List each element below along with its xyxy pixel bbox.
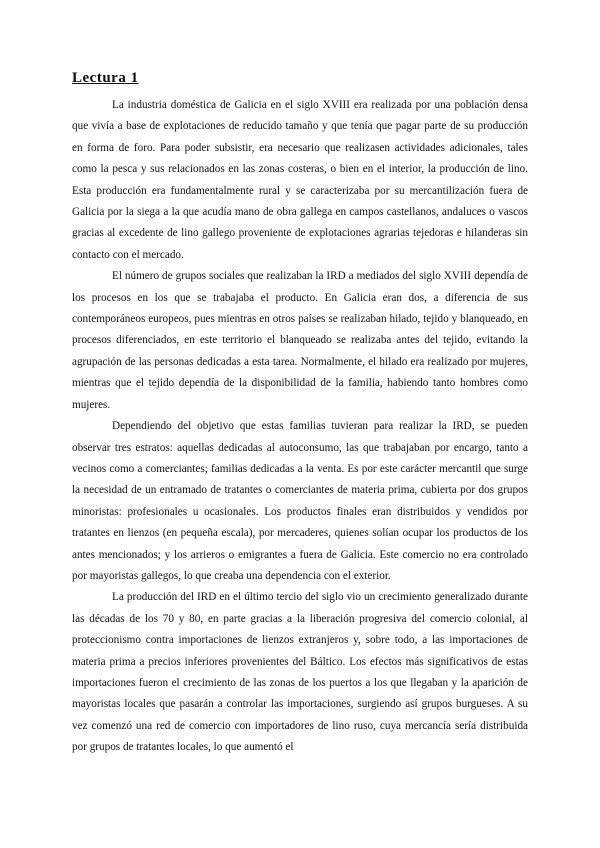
paragraph-3: Dependiendo del objetivo que estas familias tuvieran para realizar la IRD, se pueden observar tres estratos: aquellas dedicadas al autoconsumo, las que trabajaban por encargo, tanto a vecinos como a comerciantes; familias dedicadas a la venta. Es por este carácter mercantil que surge la necesidad de un entramado de tratantes o comerciantes de materia prima, cubierta por dos grupos minoristas: profesionales u ocasionales. Los productos finales eran distribuidos y vendidos por tratantes en lienzos (en pequeña escala), por mercaderes, quienes solían ocupar los productos de los antes mencionados; y los arrieros o emigrantes a fuera de Galicia. Este comercio no era controlado por mayoristas gallegos, lo que creaba una dependencia con el exterior. — [72, 420, 528, 582]
paragraph-2: El número de grupos sociales que realizaban la IRD a mediados del siglo XVIII dependía de los procesos en los que se trabajaba el producto. En Galicia eran dos, a diferencia de sus contemporáneos europeos, pues mientras en otros países se realizaban hilado, tejido y blanqueado, en procesos diferenciados, en este territorio el blanqueado se realizaba antes del tejido, evitando la agrupación de las personas dedicadas a esta tarea. Normalmente, el hilado era realizado por mujeres, mientras que el tejido dependía de la disponibilidad de la familia, habiendo tanto hombres como mujeres. — [72, 270, 528, 411]
document-body — [72, 95, 528, 759]
document-title: Lectura 1 — [72, 70, 139, 86]
paragraph-1: La industria doméstica de Galicia en el siglo XVIII era realizada por una población densa que vivía a base de explotaciones de reducido tamaño y que tenía que pagar parte de su producción en forma de foro. Para poder subsistir, era necesario que realizasen actividades adicionales, tales como la pesca y sus relacionados en las zonas costeras, o bien en el interior, la producción de lino. Esta producción era fundamentalmente rural y se caracterizaba por su mercantilización fuera de Galicia por la siega a la que acudía mano de obra gallega en campos castellanos, andaluces o vascos gracias al excedente de lino gallego proveniente de explotaciones agrarias tejedoras e hilanderas sin contacto con el mercado. — [72, 99, 528, 261]
paragraph-4: La producción del IRD en el último tercio del siglo vio un crecimiento generalizado durante las décadas de los 70 y 80, en parte gracias a la liberación progresiva del comercio colonial, al proteccionismo contra importaciones de lienzos extranjeros y, sobre todo, a las importaciones de materia prima a precios inferiores provenientes del Báltico. Los efectos más significativos de estas importaciones fueron el crecimiento de las zonas de los puertos a los que llegaban y la aparición de mayoristas locales que pasarán a controlar las importaciones, surgiendo así grupos burgueses. A su vez comenzó una red de comercio con importadores de lino ruso, cuya mercancía sería distribuida por grupos de tratantes locales, lo que aumentó el — [72, 591, 528, 754]
